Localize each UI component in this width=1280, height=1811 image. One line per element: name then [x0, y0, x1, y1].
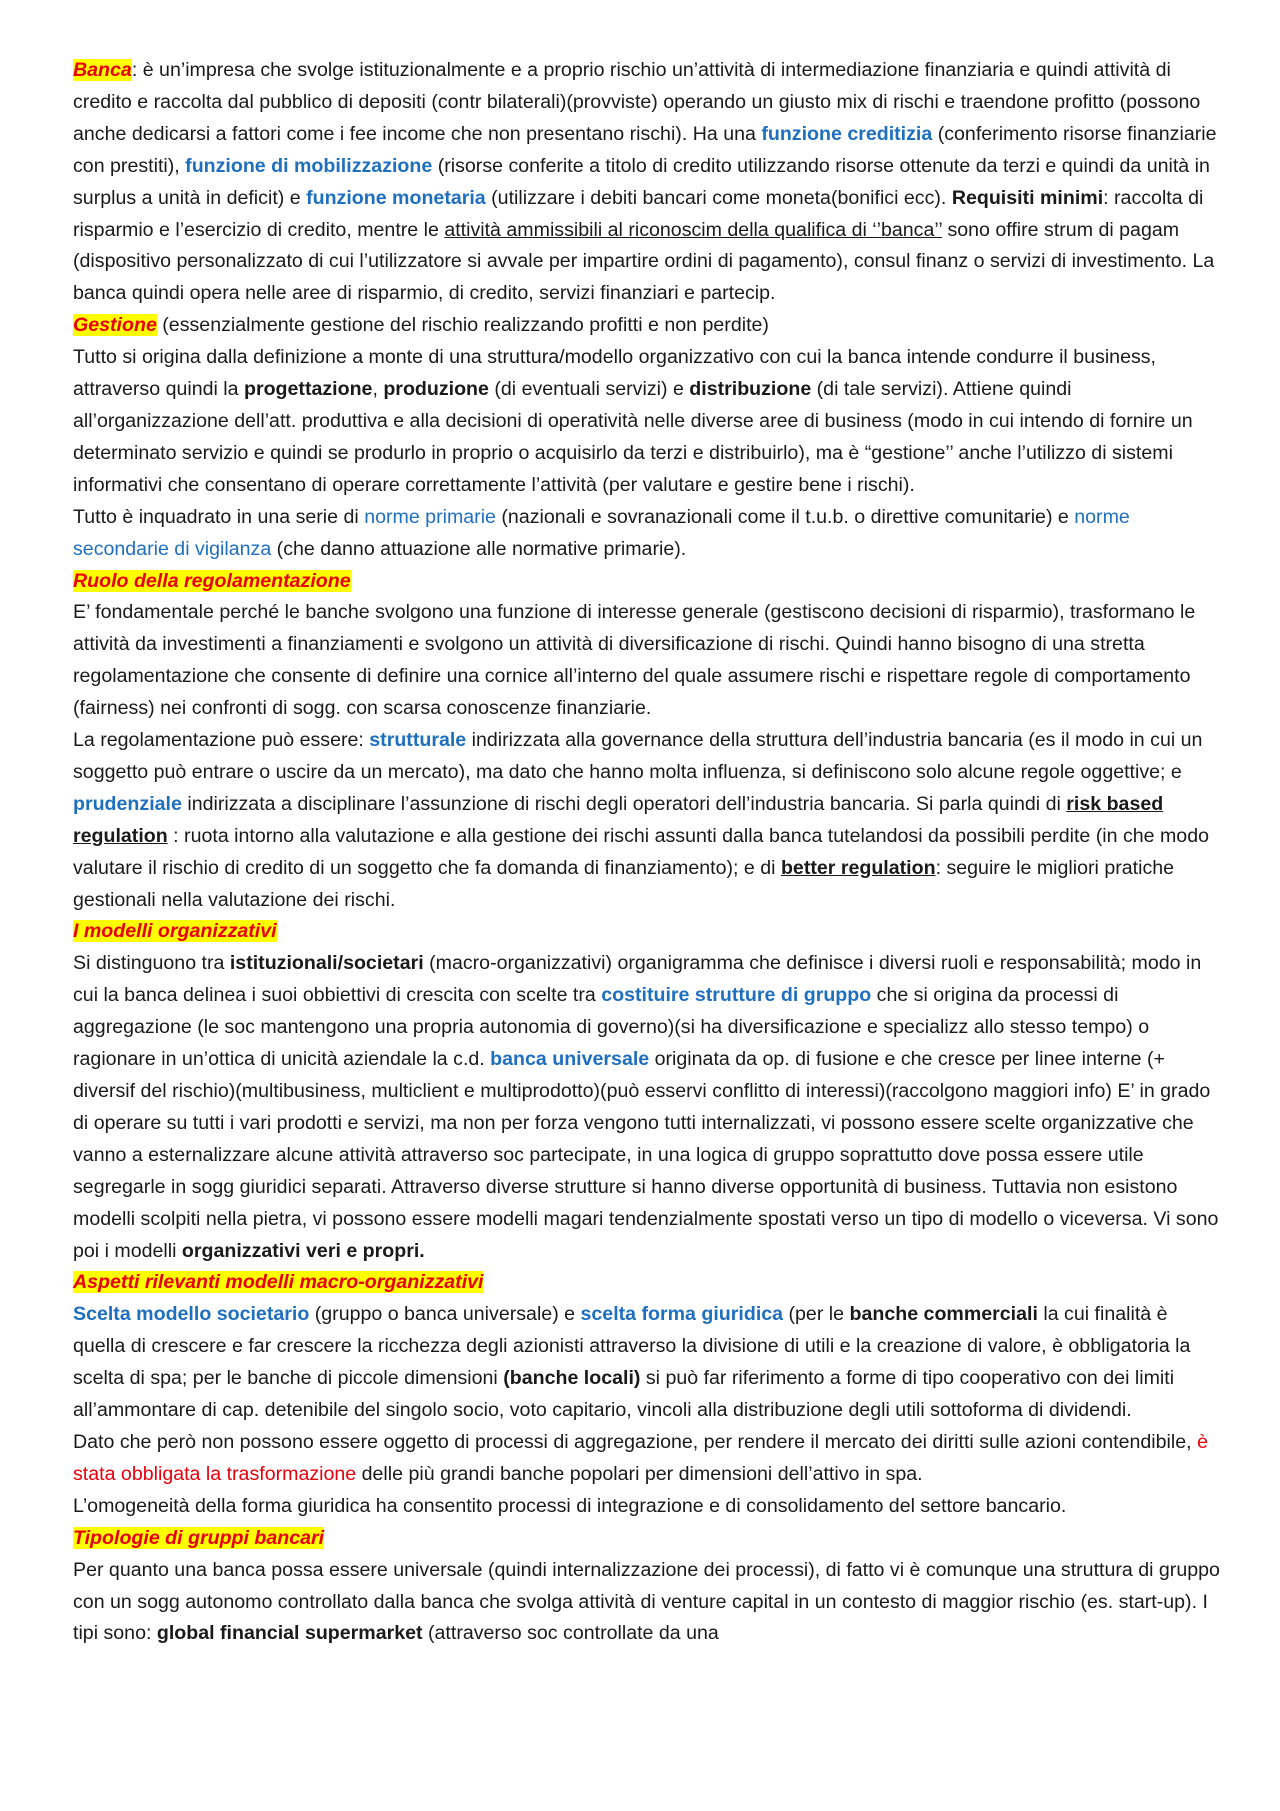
text: (attraverso soc controllate da una [422, 1622, 719, 1645]
text: (nazionali e sovranazionali come il t.u.b. o direttive comunitarie) e [495, 505, 1075, 528]
heading-aspetti: Aspetti rilevanti modelli macro-organizzativi [73, 1271, 484, 1294]
text: L’omogeneità della forma giuridica ha consentito processi di integrazione e di consolidamento del settore bancario. [73, 1494, 1067, 1517]
term-banche-commerciali: banche commerciali [849, 1303, 1038, 1326]
paragraph-ruolo-2 [73, 725, 1220, 916]
heading-line-tipologie [73, 1523, 1220, 1555]
text: Si distinguono tra [73, 952, 230, 975]
term-distribuzione: distribuzione [689, 378, 812, 401]
heading-gestione: Gestione [73, 314, 157, 337]
text: (essenzialmente gestione del rischio realizzando profitti e non perdite) [156, 314, 769, 337]
term-global-financial-supermarket: global financial supermarket [156, 1622, 423, 1645]
text: la cui finalità è quella di crescere e far crescere la ricchezza degli azionisti attraverso la divisione di utili e la creazione di valore, è obbligatoria la scelta di spa; per le banche di piccole dimensioni [73, 1303, 1191, 1390]
heading-line-ruolo [73, 566, 1220, 598]
term-scelta-modello-societario: Scelta modello societario [73, 1303, 310, 1326]
paragraph-gestione-1 [73, 342, 1220, 502]
term-prudenziale: prudenziale [73, 792, 182, 815]
text: Dato che però non possono essere oggetto di processi di aggregazione, per rendere il mercato dei diritti sulle azioni contendibile, [73, 1430, 1198, 1453]
term-scelta-forma-giuridica: scelta forma giuridica [580, 1303, 784, 1326]
term-funzione-mobilizzazione: funzione di mobilizzazione [185, 154, 433, 177]
paragraph-modelli [73, 948, 1220, 1267]
text: Per quanto una banca possa essere universale (quindi internalizzazione dei processi), di fatto vi è comunque una struttura di gruppo con un sogg autonomo controllato dalla banca che svolga attività di venture capital in un contesto di maggior rischio (es. start-up). I tipi sono: [73, 1558, 1220, 1645]
text: (risorse conferite a titolo di credito utilizzando risorse ottenute da terzi e quindi da unità in surplus a unità in deficit) e [73, 154, 1210, 209]
heading-banca: Banca [73, 59, 132, 81]
term-norme-secondarie: norme secondarie di vigilanza [73, 505, 1130, 560]
term-better-regulation: better regulation [780, 856, 936, 879]
heading-line-gestione [73, 310, 1220, 342]
text: , [372, 378, 384, 401]
text: : seguire le migliori pratiche gestionali nella valutazione dei rischi. [73, 856, 1175, 911]
term-risk-based-regulation: risk based regulation [73, 792, 1164, 847]
text: E’ fondamentale perché le banche svolgono una funzione di interesse generale (gestiscono decisioni di risparmio), trasformano le attività da investimenti a finanziamenti e svolgono un attività di diversificazione di rischi. Quindi hanno bisogno di una stretta regolamentazione che consente di definire una cornice all’interno del quale assumere rischi e rispettare regole di comportamento (fairness) nei confronti di sogg. con scarsa conoscenze finanziarie. [73, 601, 1196, 720]
term-strutture-di-gruppo: costituire strutture di gruppo [601, 984, 872, 1007]
paragraph-aspetti-2 [73, 1427, 1220, 1491]
text: originata da op. di fusione e che cresce per linee interne (+ diversif del rischio)(multibusiness, multiclient e multiprodotto)(può esservi conflitto di interessi)(raccolgono maggiori info) E’ in grado di operare su tutti i vari prodotti e servizi, ma non per forza vengono tutti internalizzati, vi possono essere scelte organizzative che vanno a esternalizzare alcune attività attraverso soc partecipate, in una logica di gruppo soprattutto dove possa essere utile segregarle in sogg giuridici separati. Attraverso diverse strutture si hanno diverse opportunità di business. Tuttavia non esistono modelli scolpiti nella pietra, vi possono essere modelli magari tendenzialmente spostati verso un tipo di modello o viceversa. Vi sono poi i modelli [73, 1048, 1219, 1262]
term-requisiti-minimi: Requisiti minimi [951, 186, 1104, 209]
text: (conferimento risorse finanziarie con prestiti), [73, 122, 1217, 177]
text: La regolamentazione può essere: [73, 729, 370, 752]
term-norme-primarie: norme primarie [364, 505, 496, 528]
paragraph-gestione-2 [73, 502, 1220, 566]
term-progettazione: progettazione [244, 378, 373, 401]
heading-modelli: I modelli organizzativi [73, 920, 277, 943]
text: (che danno attuazione alle normative primarie). [271, 537, 687, 560]
heading-line-aspetti [73, 1267, 1220, 1299]
text: (utilizzare i debiti bancari come moneta(bonifici ecc). [485, 186, 952, 209]
paragraph-tipologie [73, 1555, 1220, 1651]
text: (per le [783, 1303, 850, 1326]
term-funzione-creditizia: funzione creditizia [761, 122, 933, 145]
term-banche-locali: (banche locali) [503, 1367, 641, 1390]
text: Tutto si origina dalla definizione a monte di una struttura/modello organizzativo con cui la banca intende condurre il business, attraverso quindi la [73, 346, 1157, 401]
term-strutturale: strutturale [369, 729, 467, 752]
text: (di eventuali servizi) e [488, 378, 690, 401]
paragraph-ruolo-1 [73, 597, 1220, 725]
text: si può far riferimento a forme di tipo cooperativo con dei limiti all’ammontare di cap. detenibile del singolo socio, voto capitario, vincoli alla distribuzione degli utili sottoforma di dividendi. [73, 1367, 1175, 1422]
text: (di tale servizi). Attiene quindi all’organizzazione dell’att. produttiva e alla decisioni di operatività nelle diverse aree di business (modo in cui intendo di fornire un determinato servizio e quindi se produrlo in proprio o acquisirlo da terzi e distribuirlo), ma è “gestione’’ anche l’utilizzo di sistemi informativi che consentano di operare correttamente l’attività (per valutare e gestire bene i rischi). [73, 378, 1193, 496]
text: Tutto è inquadrato in una serie di [73, 505, 365, 528]
term-produzione: produzione [383, 378, 489, 401]
heading-tipologie: Tipologie di gruppi bancari [73, 1526, 325, 1549]
text: : ruota intorno alla valutazione e alla gestione dei rischi assunti dalla banca tutelandosi da possibili perdite (in che modo valutare il rischio di credito di un soggetto che fa domanda di finanziamento); e di [73, 824, 1210, 879]
text: che si origina da processi di aggregazione (le soc mantengono una propria autonomia di governo)(si ha diversificazione e specializz allo stesso tempo) o ragionare in un’ottica di unicità aziendale la c.d. [73, 984, 1150, 1071]
text: : raccolta di risparmio e l’esercizio di credito, mentre le [73, 186, 1204, 241]
paragraph-aspetti-1 [73, 1299, 1220, 1427]
term-istituzionali-societari: istituzionali/societari [229, 952, 424, 975]
heading-line-modelli [73, 916, 1220, 948]
term-trasformazione: è stata obbligata la trasformazione [73, 1430, 1208, 1485]
text: sono offire strum di pagam (dispositivo personalizzato di cui l’utilizzatore si avvale per impartire ordini di pagamento), consul finanz o servizi di investimento. La banca quindi opera nelle aree di risparmio, di credito, servizi finanziari e partecip. [73, 218, 1215, 305]
term-attivita-ammissibili: attività ammissibili al riconoscim della qualifica di ‘’banca’’ [444, 218, 942, 241]
text: delle più grandi banche popolari per dimensioni dell’attivo in spa. [356, 1462, 923, 1485]
text: indirizzata a disciplinare l’assunzione di rischi degli operatori dell’industria bancaria. Si parla quindi di [181, 792, 1067, 815]
heading-ruolo: Ruolo della regolamentazione [73, 569, 351, 592]
text: indirizzata alla governance della struttura dell’industria bancaria (es il modo in cui un soggetto può entrare o uscire da un mercato), ma dato che hanno molta influenza, si definiscono solo alcune regole oggettive; e [73, 729, 1203, 783]
term-banca-universale: banca universale [490, 1048, 650, 1071]
text: (macro-organizzativi) organigramma che definisce i diversi ruoli e responsabilità; modo in cui la banca delinea i suoi obbiettivi di crescita con scelte tra [73, 952, 1202, 1007]
paragraph-aspetti-3 [73, 1491, 1220, 1523]
text: (gruppo o banca universale) e [309, 1303, 581, 1326]
term-organizzativi-veri: organizzativi veri e propri. [181, 1239, 425, 1262]
paragraph-banca [73, 55, 1220, 310]
text: : è un’impresa che svolge istituzionalmente e a proprio rischio un’attività di intermediazione finanziaria e quindi attività di credito e raccolta dal pubblico di depositi (contr bilaterali)(provviste) operando un giusto mix di rischi e traendone profitto (possono anche dedicarsi a fattori come i fee income che non presentano rischi). Ha una [73, 59, 1201, 145]
term-funzione-monetaria: funzione monetaria [306, 186, 486, 209]
